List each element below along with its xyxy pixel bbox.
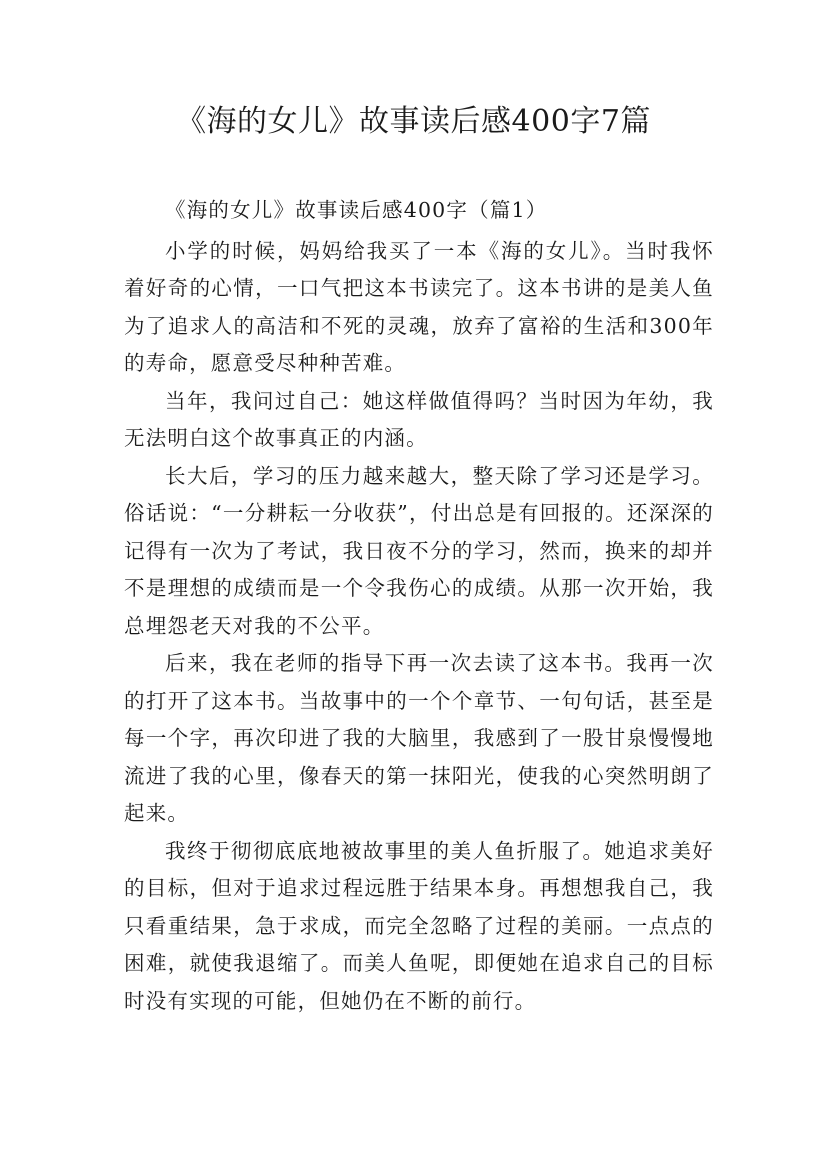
- paragraph-4: 后来，我在老师的指导下再一次去读了这本书。我再一次的打开了这本书。当故事中的一个个章节、一句句话，甚至是每一个字，再次印进了我的大脑里，我感到了一股甘泉慢慢地流进了我的心里，像春天的第一抹阳光，使我的心突然明朗了起来。: [124, 651, 714, 825]
- paragraph-5: 我终于彻彻底底地被故事里的美人鱼折服了。她追求美好的目标，但对于追求过程远胜于结果本身。再想想我自己，我只看重结果，急于求成，而完全忽略了过程的美丽。一点点的困难，就使我退缩了。而美人鱼呢，即便她在追求自己的目标时没有实现的可能，但她仍在不断的前行。: [124, 838, 714, 1013]
- document-title: 《海的女儿》故事读后感400字7篇: [176, 104, 651, 139]
- paragraph-3: 长大后，学习的压力越来越大，整天除了学习还是学习。俗话说：“一分耕耘一分收获”，付出总是有回报的。还深深的记得有一次为了考试，我日夜不分的学习，然而，换来的却并不是理想的成绩而是一个令我伤心的成绩。从那一次开始，我总埋怨老天对我的不公平。: [124, 463, 714, 638]
- section-heading: 《海的女儿》故事读后感400字（篇1）: [165, 198, 548, 222]
- paragraph-2: 当年，我问过自己：她这样做值得吗？当时因为年幼，我无法明白这个故事真正的内涵。: [124, 388, 714, 450]
- document-body: [124, 192, 714, 1020]
- paragraph-1: 小学的时候，妈妈给我买了一本《海的女儿》。当时我怀着好奇的心情，一口气把这本书读完了。这本书讲的是美人鱼为了追求人的高洁和不死的灵魂，放弃了富裕的生活和300年的寿命，愿意受尽种种苦难。: [124, 238, 714, 375]
